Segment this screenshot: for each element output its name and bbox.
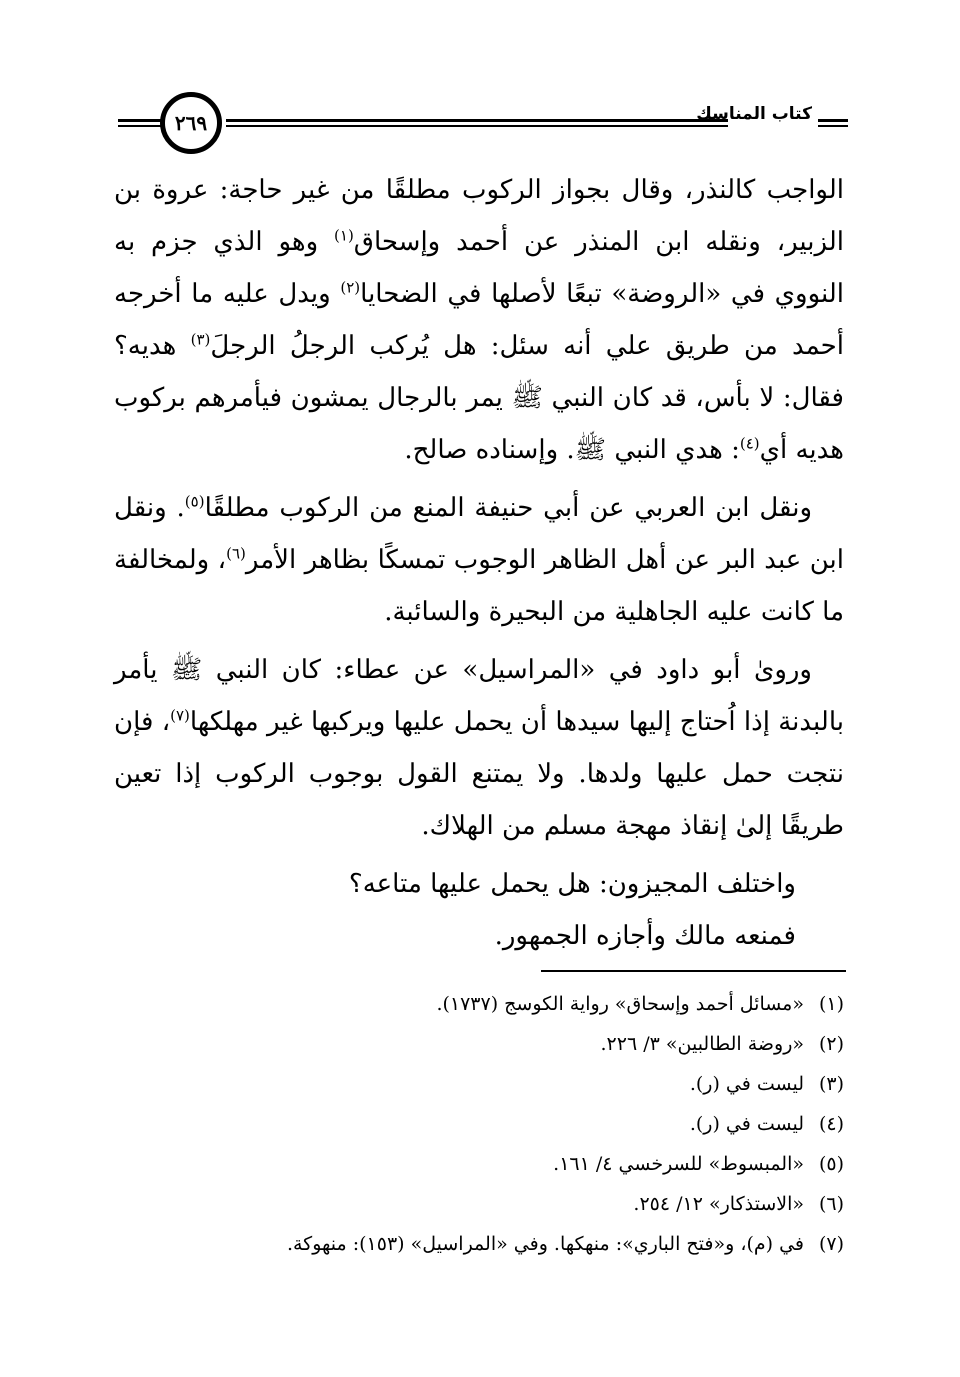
header-rule-right-thin (818, 125, 848, 127)
header-rule-left (118, 119, 164, 122)
text-run: هديه؟ فقال: لا بأس، قد كان النبي ﷺ يمر بالرجال يمشون فيأمرهم بركوب هديه أي (114, 331, 844, 465)
footnote-marker[interactable]: (٦) (226, 544, 246, 563)
footnote-item (114, 1104, 844, 1144)
footnote-number: (٣) (818, 1073, 844, 1095)
page-header (118, 88, 848, 168)
footnote-item (114, 1224, 844, 1264)
footnote-number: (٤) (818, 1113, 844, 1135)
footnote-marker[interactable]: (٤) (739, 434, 760, 453)
footnote-number: (٧) (818, 1233, 844, 1255)
footnote-text: ليست في (ر). (689, 1073, 804, 1095)
footnote-marker[interactable]: (١) (334, 226, 354, 245)
footnote-number: (١) (818, 993, 844, 1015)
paragraph-1 (114, 164, 844, 476)
text-run: : هدي النبي ﷺ. وإسناده صالح. (404, 435, 740, 465)
footnote-number: (٢) (818, 1033, 844, 1055)
footnotes (114, 984, 844, 1264)
text-run: ، فإن نتجت حمل عليها ولدها. ولا يمتنع القول بوجوب الركوب إذا تعين طريقًا إلىٰ إنقاذ مهجة مسلم من الهلاك. (114, 707, 844, 841)
footnote-marker[interactable]: (٥) (184, 492, 205, 511)
footnote-text: ليست في (ر). (689, 1113, 804, 1135)
footnote-text: «مسائل أحمد وإسحاق» رواية الكوسج (١٧٣٧). (436, 993, 804, 1015)
paragraph-4: واختلف المجيزون: هل يحمل عليها متاعه؟ (348, 869, 796, 899)
footnote-item (114, 984, 844, 1024)
footnote-item (114, 1024, 844, 1064)
paragraph-3 (114, 644, 844, 852)
footnote-marker[interactable]: (٢) (340, 278, 361, 297)
footnote-number: (٦) (818, 1193, 844, 1215)
text-run: . ونقل ابن عبد البر عن أهل الظاهر الوجوب تمسكًا بظاهر الأمر (114, 493, 845, 575)
footnote-item (114, 1184, 844, 1224)
text-run: الواجب كالنذر، وقال بجواز الركوب مطلقًا من غير حاجة: عروة بن الزبير، ونقله ابن المنذر عن أحمد وإسحاق (114, 175, 845, 257)
text-run: ويدل عليه ما أخرجه أحمد من طريق علي أنه سئل: هل يُركب الرجلُ الرجلَ (114, 279, 844, 361)
paragraph-5: فمنعه مالك وأجازه الجمهور. (494, 921, 796, 951)
paragraph-2 (114, 482, 844, 638)
header-rule-left-thin (118, 125, 164, 127)
text-run: وروىٰ أبو داود في «المراسيل» عن عطاء: كان النبي ﷺ يأمر بالبدنة إذا اُحتاج إليها سيدها أن يحمل عليها ويركبها غير مهلكها (114, 655, 844, 737)
page-number: ٢٦٩ (174, 111, 208, 135)
header-rule-thin (226, 125, 728, 127)
footnote-text: «المبسوط» للسرخسي ٤/ ١٦١. (553, 1153, 804, 1175)
text-run: ونقل ابن العربي عن أبي حنيفة المنع من الركوب مطلقًا (204, 493, 812, 523)
main-text (114, 164, 844, 962)
footnote-text: «الاستذكار» ١٢/ ٢٥٤. (633, 1193, 804, 1215)
footnote-text: «روضة الطالبين» ٣/ ٢٢٦. (600, 1033, 804, 1055)
footnote-number: (٥) (818, 1153, 844, 1175)
footnote-item (114, 1064, 844, 1104)
book-title: كتاب المناسك (696, 104, 812, 124)
header-rule (226, 119, 728, 122)
text-run: وهو الذي جزم به النووي في «الروضة» تبعًا لأصلها في الضحايا (114, 227, 844, 309)
text-run: ، ولمخالفة ما كانت عليه الجاهلية من البحيرة والسائبة. (114, 545, 844, 627)
footnote-item (114, 1144, 844, 1184)
footnote-separator (541, 970, 846, 972)
footnote-marker[interactable]: (٣) (190, 330, 211, 349)
header-rule-right (818, 119, 848, 122)
footnote-text: في (م)، و«فتح الباري»: منهكها. وفي «المراسيل» (١٥٣): منهوكة. (286, 1233, 804, 1255)
footnote-marker[interactable]: (٧) (170, 706, 190, 725)
page-number-circle (160, 92, 222, 154)
